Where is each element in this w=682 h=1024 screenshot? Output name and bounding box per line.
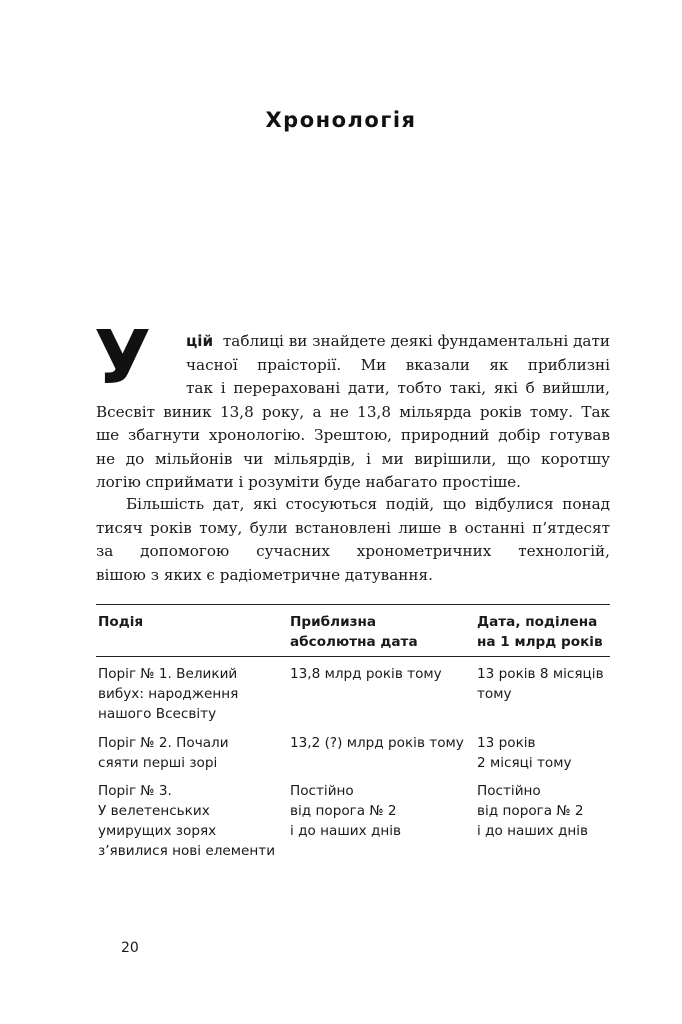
row-3-event: [98, 781, 275, 861]
text-line: тисяч років тому, були встановлені лише в останні п’ятдесят: [96, 518, 610, 537]
cell-line: 2 місяці тому: [477, 755, 572, 771]
text-line: часної праісторії. Ми вказали як приблизні: [186, 355, 610, 374]
second-paragraph: [96, 493, 610, 587]
cell-line: Поріг № 3.: [98, 783, 172, 799]
row-3-absolute: [290, 781, 401, 841]
row-1-scaled: [477, 664, 604, 704]
row-2-event: [98, 733, 229, 773]
cell-line: і до наших днів: [290, 823, 402, 839]
cell-line: Поріг № 1. Великий: [98, 666, 238, 682]
cell-line: 13 років: [477, 735, 536, 751]
cell-line: 13,2 (?) млрд років тому: [290, 735, 464, 751]
cell-line: Поріг № 2. Почали: [98, 735, 229, 751]
lead-word: цій: [186, 332, 214, 350]
cell-line: з’явилися нові елементи: [98, 843, 276, 859]
header-line: Подія: [98, 614, 144, 630]
text-line: ше збагнути хронологію. Зрештою, природний добір готував: [96, 426, 610, 444]
cell-line: сяяти перші зорі: [98, 755, 218, 771]
intro-paragraph: [96, 330, 610, 495]
cell-line: тому: [477, 686, 512, 702]
text-line: вішою з яких є радіометричне датування.: [96, 565, 433, 584]
row-2-absolute: [290, 733, 464, 753]
cell-line: 13 років 8 місяців: [477, 666, 604, 682]
text-line: Всесвіт виник 13,8 року, а не 13,8 мільярда років тому. Так: [96, 402, 610, 421]
header-scaled-date: [477, 612, 603, 652]
header-line: абсолютна дата: [290, 634, 418, 650]
cell-line: від порога № 2: [290, 803, 397, 819]
table-top-rule: [96, 604, 610, 605]
text-line: не до мільйонів чи мільярдів, і ми вирішили, що коротшу: [96, 449, 610, 468]
cell-line: і до наших днів: [477, 823, 589, 839]
text-line: так і перераховані дати, тобто такі, які б вийшли,: [186, 379, 610, 397]
cell-line: У велетенських: [98, 803, 210, 819]
cell-line: вибух: народження: [98, 686, 239, 702]
text-line: логію сприймати і розуміти буде набагато простіше.: [96, 473, 521, 491]
text-span: таблиці ви знайдете деякі фундаментальні дати: [222, 332, 610, 350]
page-number: 20: [121, 940, 139, 956]
text-line: [96, 330, 610, 354]
header-line: Дата, поділена: [477, 614, 598, 630]
cell-line: умирущих зорях: [98, 823, 217, 839]
cell-line: від порога № 2: [477, 803, 584, 819]
row-1-absolute: [290, 664, 442, 684]
header-event: [98, 612, 143, 632]
text-line: Більшість дат, які стосуються подій, що відбулися понад: [126, 495, 610, 513]
cell-line: 13,8 млрд років тому: [290, 666, 442, 682]
header-line: на 1 млрд років: [477, 634, 603, 650]
row-1-event: [98, 664, 238, 724]
header-line: Приблизна: [290, 614, 377, 630]
table-header-rule: [96, 656, 610, 657]
drop-cap: У: [94, 315, 152, 401]
header-absolute-date: [290, 612, 418, 652]
page-title: Хронологія: [265, 108, 417, 132]
text-line: за допомогою сучасних хронометричних технологій,: [96, 542, 610, 560]
row-3-scaled: [477, 781, 588, 841]
cell-line: нашого Всесвіту: [98, 706, 217, 722]
cell-line: Постійно: [290, 783, 354, 799]
row-2-scaled: [477, 733, 572, 773]
cell-line: Постійно: [477, 783, 541, 799]
